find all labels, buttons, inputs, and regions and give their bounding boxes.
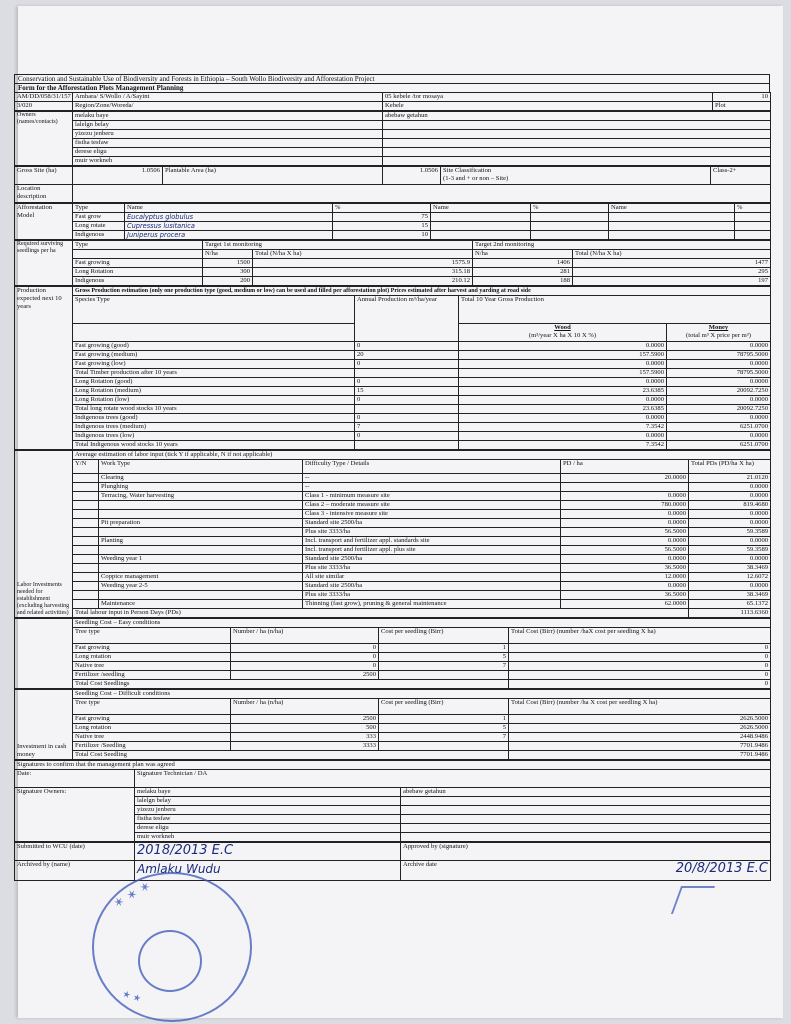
seedling-easy-table <box>14 618 771 689</box>
seedling-difficult-table <box>14 689 771 760</box>
survival-n1: 300 <box>203 268 253 277</box>
labor-table <box>14 450 771 618</box>
pd-ha: 20.0000 <box>561 474 689 483</box>
money-value: 0.0000 <box>667 414 771 423</box>
survival-type-header: Type <box>73 241 203 250</box>
annual-value: 7 <box>355 423 459 432</box>
wood-value: 7.3542 <box>459 441 667 450</box>
survival-n1: 1500 <box>203 259 253 268</box>
kebele-label: Kebele <box>383 102 713 111</box>
annual-value: 0 <box>355 378 459 387</box>
col-name: Name <box>125 204 333 213</box>
site-class-value: Class-2+ <box>711 167 771 185</box>
seedling-number: 2500 <box>231 671 379 680</box>
signer-name: derese eligu <box>135 824 401 833</box>
production-type: Long Rotation (good) <box>73 378 355 387</box>
total-pd: 12.6072 <box>689 573 771 582</box>
production-type: Long Rotation (low) <box>73 396 355 405</box>
work-type <box>99 564 303 573</box>
site-class-hint: (1-3 and + or non – Site) <box>443 175 509 182</box>
wood-value: 0.0000 <box>459 360 667 369</box>
seedling-cost: 7 <box>379 733 509 742</box>
wood-label: Wood <box>554 324 571 331</box>
seedling-total: 2626.5000 <box>509 724 771 733</box>
money-value: 6251.0700 <box>667 423 771 432</box>
total-pd: 59.3589 <box>689 528 771 537</box>
archive-date: 20/8/2013 E.C <box>675 861 768 876</box>
tree-type: Native tree <box>73 733 231 742</box>
work-detail: Class 3 - intensive measure site <box>303 510 561 519</box>
species-type-label: Species Type <box>73 296 355 324</box>
wood-value: 7.3542 <box>459 423 667 432</box>
model-type: Long rotate <box>73 222 125 231</box>
pd-ha: 36.5000 <box>561 564 689 573</box>
col-type: Type <box>73 204 125 213</box>
seedling-number: 0 <box>231 662 379 671</box>
seedling-number: 0 <box>231 644 379 653</box>
archived-by-name: Amlaku Wudu <box>135 861 401 881</box>
work-detail: Standard site 2500/ha <box>303 582 561 591</box>
work-type: Clearing <box>99 474 303 483</box>
form-title: Form for the Afforestation Plots Management Planning <box>14 83 770 92</box>
work-detail: Class 1 - minimum measure site <box>303 492 561 501</box>
pd-ha: 56.5000 <box>561 528 689 537</box>
survival-t1: 315.18 <box>253 268 473 277</box>
work-detail: Plus site 3333/ha <box>303 564 561 573</box>
pd-ha: 0.0000 <box>561 492 689 501</box>
col-cost: Cost per seedling (Birr) <box>379 628 509 644</box>
annual-value <box>355 441 459 450</box>
wood-value: 23.6385 <box>459 387 667 396</box>
work-detail: Class 2 – moderate measure site <box>303 501 561 510</box>
seedling-total: 2626.5000 <box>509 715 771 724</box>
work-detail: Incl. transport and fertilizer appl. plus site <box>303 546 561 555</box>
annual-value: 20 <box>355 351 459 360</box>
owner-name: melaku baye <box>73 112 383 121</box>
col-pct: % <box>531 204 609 213</box>
site-class-label: Site Classification <box>443 167 492 174</box>
seedling-total: 0 <box>509 662 771 671</box>
owners-table <box>14 111 771 166</box>
work-detail: Standard site 2500/ha <box>303 555 561 564</box>
labor-total-value: 1113.6360 <box>689 609 771 618</box>
col-pct: % <box>333 204 431 213</box>
signer-name: melaku baye <box>135 788 401 797</box>
annual-production-label: Annual Production m³/ha/year <box>355 296 459 342</box>
production-type: Fast growing (good) <box>73 342 355 351</box>
work-detail: Standard site 2500/ha <box>303 519 561 528</box>
plot-identification <box>14 92 771 111</box>
pd-ha <box>561 483 689 492</box>
work-type <box>99 510 303 519</box>
seedling-easy-total-label: Total Cost Seedlings <box>73 680 509 689</box>
pd-ha: 0.0000 <box>561 537 689 546</box>
owner-contact: abebaw getahun <box>383 112 771 121</box>
submission-table <box>14 842 771 881</box>
annual-value <box>355 405 459 414</box>
annual-value: 0 <box>355 432 459 441</box>
site-table <box>14 166 771 203</box>
work-detail: All site similar <box>303 573 561 582</box>
total-pd: 0.0000 <box>689 510 771 519</box>
total-pd: 0.0000 <box>689 492 771 501</box>
col-yn: Y/N <box>73 460 99 474</box>
seedling-cost <box>379 742 509 751</box>
nha-header: N/ha <box>473 250 573 259</box>
wood-sub: (m³/year X ha X 10 X %) <box>528 332 597 339</box>
signatures-table <box>14 760 771 842</box>
pd-ha: 0.0000 <box>561 519 689 528</box>
money-value: 20092.7250 <box>667 387 771 396</box>
plantable-value: 1.0506 <box>383 167 441 185</box>
species-pct: 15 <box>333 222 431 231</box>
seedling-difficult-total: 7701.9486 <box>509 751 771 760</box>
pd-ha: 36.5000 <box>561 591 689 600</box>
wood-value: 157.5900 <box>459 351 667 360</box>
wood-value: 157.5900 <box>459 369 667 378</box>
money-value: 0.0000 <box>667 396 771 405</box>
stamp-emblem <box>138 930 202 992</box>
owner-name: yizezu jenberu <box>73 130 383 139</box>
seedling-total: 2448.9486 <box>509 733 771 742</box>
work-type: Maintenance <box>99 600 303 609</box>
col-total-pd: Total PDs (PD/ha X ha) <box>689 460 771 474</box>
seedling-number: 500 <box>231 724 379 733</box>
total-pd: 0.0000 <box>689 537 771 546</box>
survival-t2: 1477 <box>573 259 771 268</box>
signer-name: fisiha tesfaw <box>135 815 401 824</box>
seedling-cost: 5 <box>379 724 509 733</box>
seedling-cost: 1 <box>379 715 509 724</box>
total-pd: 21.0120 <box>689 474 771 483</box>
tree-type: Long rotation <box>73 653 231 662</box>
money-value: 78795.5000 <box>667 369 771 378</box>
stamp-text-bottom: ★ ★ <box>120 989 143 1005</box>
work-detail: Incl. transport and fertilizer appl. standards site <box>303 537 561 546</box>
seedling-difficult-total-label: Total Cost Seedling <box>73 751 509 760</box>
seedling-total: 7701.9486 <box>509 742 771 751</box>
tree-type: Native tree <box>73 662 231 671</box>
archive-date-label: Archive date <box>403 861 437 868</box>
model-type: Indigenous <box>73 231 125 240</box>
signer-name: yizezu jenberu <box>135 806 401 815</box>
date-label: Date: <box>15 770 135 788</box>
money-sub: (total m³ X price per m³) <box>686 332 751 339</box>
survival-t2: 295 <box>573 268 771 277</box>
annual-value: 0 <box>355 396 459 405</box>
owner-name: fisiha tesfaw <box>73 139 383 148</box>
plot-label: Plot <box>713 102 771 111</box>
species-name: Cupressus lusitanica <box>125 222 333 231</box>
signer-name: muir workneh <box>135 833 401 842</box>
survival-n1: 200 <box>203 277 253 286</box>
money-value: 20092.7250 <box>667 405 771 414</box>
signer-name: lalelgn belay <box>135 797 401 806</box>
survival-t2: 197 <box>573 277 771 286</box>
survival-type: Indigenous <box>73 277 203 286</box>
production-type: Fast growing (low) <box>73 360 355 369</box>
owner-name: muir workneh <box>73 157 383 166</box>
nha-header: N/ha <box>203 250 253 259</box>
total-pd: 0.0000 <box>689 555 771 564</box>
pd-ha: 62.0000 <box>561 600 689 609</box>
total-pd: 0.0000 <box>689 483 771 492</box>
labor-total-label: Total labour input in Person Days (PDs) <box>73 609 689 618</box>
total-pd: 819.4680 <box>689 501 771 510</box>
production-type: Total Indigenous wood stocks 10 years <box>73 441 355 450</box>
work-type: Pit preparation <box>99 519 303 528</box>
species-pct: 75 <box>333 213 431 222</box>
col-tree-type: Tree type <box>73 628 231 644</box>
species-name: Juniperus procera <box>125 231 333 240</box>
money-value: 0.0000 <box>667 432 771 441</box>
work-detail: -- <box>303 483 561 492</box>
tree-type: Fertilizer /Seedling <box>73 742 231 751</box>
owner-name: derese eligu <box>73 148 383 157</box>
survival-n2: 1406 <box>473 259 573 268</box>
seedling-number: 333 <box>231 733 379 742</box>
pd-ha: 56.5000 <box>561 546 689 555</box>
wood-value: 0.0000 <box>459 432 667 441</box>
annual-value: 0 <box>355 342 459 351</box>
location-label: Location description <box>15 185 73 203</box>
submitted-date: 2018/2013 E.C <box>135 843 401 861</box>
col-difficulty: Difficulty Type / Details <box>303 460 561 474</box>
work-detail: Plus site 3333/ha <box>303 591 561 600</box>
total-pd: 59.3589 <box>689 546 771 555</box>
production-table <box>14 286 771 450</box>
production-type: Total Timber production after 10 years <box>73 369 355 378</box>
production-side-label: Production expected next 10 years <box>15 287 73 450</box>
col-number: Number / ha (n/ha) <box>231 628 379 644</box>
stamp-text-top: ✶ ✶ ✶ <box>110 878 154 913</box>
owners-signature-label: Signature Owners: <box>15 788 135 842</box>
wood-value: 23.6385 <box>459 405 667 414</box>
plot-id: AM/DD/058/31/157 <box>15 93 73 102</box>
pd-ha: 0.0000 <box>561 582 689 591</box>
pd-ha: 12.0000 <box>561 573 689 582</box>
work-type: Terracing, Water harvesting <box>99 492 303 501</box>
col-total-cost: Total Cost (Birr) (number /ha X cost per seedling X ha) <box>509 699 771 715</box>
gross-site-label: Gross Site (ha) <box>15 167 73 185</box>
work-type: Planting <box>99 537 303 546</box>
technician-label: Signature Technician / DA <box>135 770 771 788</box>
work-type <box>99 546 303 555</box>
col-pct: % <box>735 204 771 213</box>
investment-label: Investment in cash money <box>15 690 73 760</box>
seedling-cost: 5 <box>379 653 509 662</box>
col-name: Name <box>431 204 531 213</box>
col-total-cost: Total Cost (Birr) (number /haX cost per seedling X ha) <box>509 628 771 644</box>
production-type: Indigenous trees (medium) <box>73 423 355 432</box>
work-type <box>99 501 303 510</box>
seedling-cost <box>379 671 509 680</box>
survival-t1: 1575.9 <box>253 259 473 268</box>
species-name: Eucalyptus globulus <box>125 213 333 222</box>
total-pd: 38.3469 <box>689 591 771 600</box>
col-cost: Cost per seedling (Birr) <box>379 699 509 715</box>
total-header: Total (N/ha X ha) <box>253 250 473 259</box>
seedling-number: 2500 <box>231 715 379 724</box>
annual-value: 0 <box>355 360 459 369</box>
money-value: 78795.5000 <box>667 351 771 360</box>
pd-ha: 0.0000 <box>561 555 689 564</box>
production-type: Long Rotation (medium) <box>73 387 355 396</box>
owner-name: lalelgn belay <box>73 121 383 130</box>
annual-value: 15 <box>355 387 459 396</box>
survival-label: Required surviving seedlings per ha <box>15 241 73 286</box>
seedling-number: 0 <box>231 653 379 662</box>
seedling-easy-heading: Seedling Cost – Easy conditions <box>73 619 771 628</box>
management-form <box>14 74 770 881</box>
pd-ha: 0.0000 <box>561 510 689 519</box>
money-value: 0.0000 <box>667 378 771 387</box>
submitted-label: Submitted to WCU (date) <box>15 843 135 861</box>
total-pd: 65.1372 <box>689 600 771 609</box>
production-type: Indigenous trees (good) <box>73 414 355 423</box>
seedling-number: 3333 <box>231 742 379 751</box>
col-pd-ha: PD / ha <box>561 460 689 474</box>
wood-value: 0.0000 <box>459 414 667 423</box>
seedling-total: 0 <box>509 644 771 653</box>
model-type: Fast grow <box>73 213 125 222</box>
work-detail: Plus site 3333/ha <box>303 528 561 537</box>
work-type: Weeding year 1 <box>99 555 303 564</box>
money-label: Money <box>708 324 729 331</box>
total-pd: 0.0000 <box>689 582 771 591</box>
money-value: 0.0000 <box>667 342 771 351</box>
survival-n2: 188 <box>473 277 573 286</box>
col-work-type: Work Type <box>99 460 303 474</box>
approved-label: Approved by (signature) <box>401 843 771 861</box>
labor-heading: Average estimation of labor input (tick Y if applicable, N if not applicable) <box>73 451 771 460</box>
seedling-easy-total: 0 <box>509 680 771 689</box>
signatures-confirm: Signatures to confirm that the management plan was agreed <box>15 761 771 770</box>
plot-id-suffix: 3/020 <box>15 102 73 111</box>
owners-label: Owners (names/contacts) <box>15 112 73 166</box>
col-tree-type: Tree type <box>73 699 231 715</box>
model-label: Afforestation Model <box>15 204 73 240</box>
species-pct: 10 <box>333 231 431 240</box>
survival-t1: 210.12 <box>253 277 473 286</box>
total-pd: 0.0000 <box>689 519 771 528</box>
money-value: 6251.0700 <box>667 441 771 450</box>
money-value: 0.0000 <box>667 360 771 369</box>
tree-type: Fast growing <box>73 644 231 653</box>
work-detail: -- <box>303 474 561 483</box>
archived-by-label: Archived by (name) <box>15 861 135 881</box>
production-type: Indigenous trees (low) <box>73 432 355 441</box>
monitoring-1: Target 1st monitoring <box>203 241 473 250</box>
survival-type: Long Rotation <box>73 268 203 277</box>
work-type <box>99 591 303 600</box>
production-type: Total long rotate wood stocks 10 years <box>73 405 355 414</box>
production-note: Gross Production estimation (only one production type (good, medium or low) can be used and filled per afforestation plot) Prices estimated after harvest and yarding at road side <box>73 287 771 296</box>
wood-value: 0.0000 <box>459 396 667 405</box>
tree-type: Fertilizer /seedling <box>73 671 231 680</box>
total-header: Total (N/ha X ha) <box>573 250 771 259</box>
tree-type: Long rotation <box>73 724 231 733</box>
annual-value: 0 <box>355 414 459 423</box>
plot-number: 10 <box>713 93 771 102</box>
work-type: Plunghing <box>99 483 303 492</box>
seedling-cost: 7 <box>379 662 509 671</box>
afforestation-model <box>14 203 771 240</box>
col-number: Number / ha (n/ha) <box>231 699 379 715</box>
tree-type: Fast growing <box>73 715 231 724</box>
survival-n2: 281 <box>473 268 573 277</box>
region-label: Region/Zone/Woreda/ <box>73 102 383 111</box>
pd-ha: 780.0000 <box>561 501 689 510</box>
total-pd: 38.3469 <box>689 564 771 573</box>
work-detail: Thinning (fast grow), pruning & general maintenance <box>303 600 561 609</box>
wood-value: 0.0000 <box>459 378 667 387</box>
production-type: Fast growing (medium) <box>73 351 355 360</box>
plantable-label: Plantable Area (ha) <box>163 167 383 185</box>
monitoring-2: Target 2nd monitoring <box>473 241 771 250</box>
kebele-value: 05 kebele /tor mosaya <box>383 93 713 102</box>
total-10yr-label: Total 10 Year Gross Production <box>459 296 771 324</box>
labor-side-label: Labor Investments needed for establishment (excluding harvesting and related activities) <box>15 451 73 618</box>
gross-site-value: 1.0506 <box>73 167 163 185</box>
wood-value: 0.0000 <box>459 342 667 351</box>
col-name: Name <box>609 204 735 213</box>
signer-contact: abebaw getahun <box>401 788 771 797</box>
survival-table <box>14 240 771 286</box>
annual-value <box>355 369 459 378</box>
work-type <box>99 528 303 537</box>
work-type: Weeding year 2-5 <box>99 582 303 591</box>
seedling-cost: 1 <box>379 644 509 653</box>
region-value: Amhara/ S/Wollo / A/Sayint <box>73 93 383 102</box>
project-title: Conservation and Sustainable Use of Biodiversity and Forests in Ethiopia – South Wollo Biodiversity and Afforestation Project <box>14 74 770 83</box>
work-type: Coppice management <box>99 573 303 582</box>
seedling-difficult-heading: Seedling Cost – Difficult conditions <box>73 690 771 699</box>
official-stamp <box>92 872 252 1022</box>
survival-type: Fast growing <box>73 259 203 268</box>
seedling-total: 0 <box>509 653 771 662</box>
seedling-total: 0 <box>509 671 771 680</box>
